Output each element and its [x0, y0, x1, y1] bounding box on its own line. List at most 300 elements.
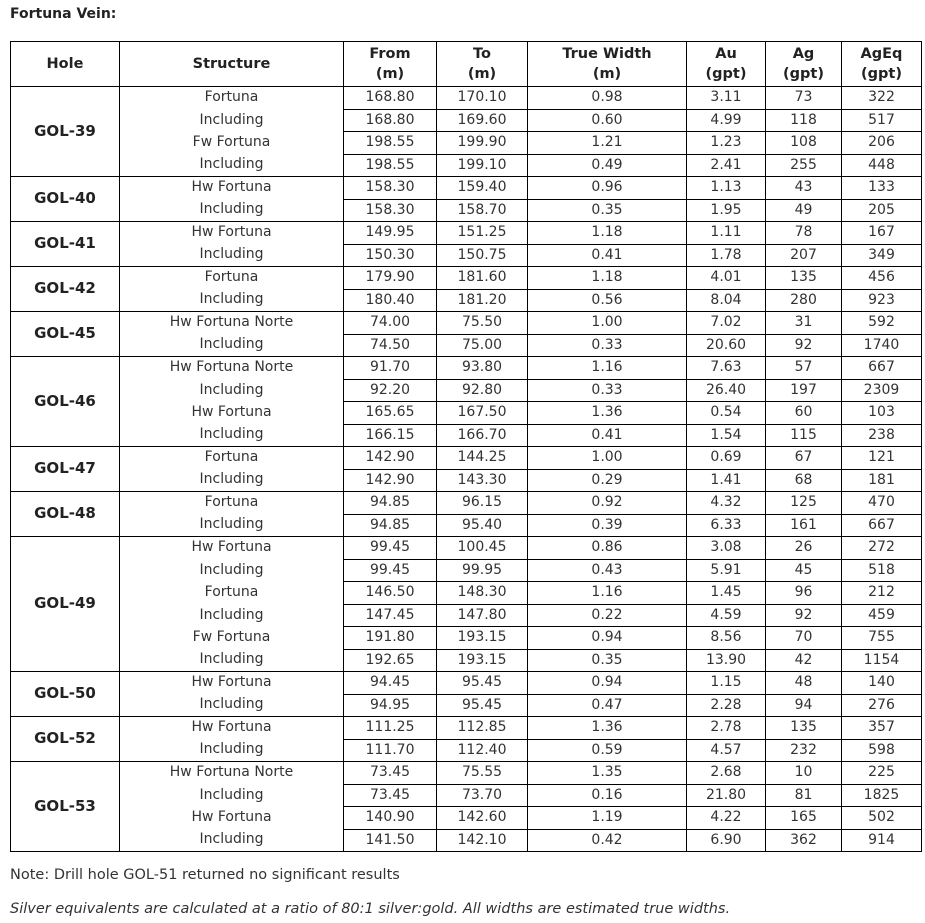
true-width-cell: 1.36: [528, 402, 687, 425]
to-cell: 166.70: [437, 424, 528, 447]
structure-cell: Hw Fortuna Norte: [120, 312, 344, 335]
ageq-cell: 205: [842, 199, 922, 222]
au-cell: 21.80: [687, 784, 766, 807]
table-row: [11, 222, 922, 245]
ageq-cell: 502: [842, 807, 922, 830]
footnote-text: Silver equivalents are calculated at a ratio of 80:1 silver:gold. All widths are estimated true widths.: [10, 901, 731, 917]
to-cell: 95.45: [437, 672, 528, 695]
column-header-unit: (gpt): [783, 66, 824, 82]
ag-cell: 49: [766, 199, 842, 222]
from-cell: 146.50: [344, 582, 437, 605]
structure-cell: Including: [120, 199, 344, 222]
ageq-cell: 225: [842, 762, 922, 785]
to-cell: 73.70: [437, 784, 528, 807]
table-row: [11, 154, 922, 177]
ag-cell: 45: [766, 559, 842, 582]
structure-cell: Hw Fortuna: [120, 177, 344, 200]
structure-cell: Including: [120, 334, 344, 357]
to-cell: 150.75: [437, 244, 528, 267]
ageq-cell: 598: [842, 739, 922, 762]
from-cell: 165.65: [344, 402, 437, 425]
column-header-true-width: [528, 42, 687, 87]
true-width-cell: 0.94: [528, 672, 687, 695]
ag-cell: 70: [766, 627, 842, 650]
ageq-cell: 667: [842, 357, 922, 380]
true-width-cell: 0.86: [528, 537, 687, 560]
structure-cell: Including: [120, 604, 344, 627]
ag-cell: 60: [766, 402, 842, 425]
true-width-cell: 0.33: [528, 334, 687, 357]
column-header-label: True Width: [562, 46, 652, 62]
column-header-unit: (m): [375, 66, 405, 82]
table-row: [11, 402, 922, 425]
true-width-cell: 0.39: [528, 514, 687, 537]
ag-cell: 108: [766, 132, 842, 155]
true-width-cell: 1.18: [528, 267, 687, 290]
ag-cell: 57: [766, 357, 842, 380]
structure-cell: Hw Fortuna Norte: [120, 762, 344, 785]
au-cell: 1.45: [687, 582, 766, 605]
table-row: [11, 199, 922, 222]
column-header-unit: (gpt): [705, 66, 747, 82]
structure-cell: Fortuna: [120, 267, 344, 290]
ag-cell: 118: [766, 109, 842, 132]
structure-cell: Including: [120, 379, 344, 402]
table-body: [11, 87, 922, 852]
ag-cell: 42: [766, 649, 842, 672]
column-header-label: To: [473, 46, 491, 62]
au-cell: 5.91: [687, 559, 766, 582]
from-cell: 99.45: [344, 559, 437, 582]
structure-cell: Including: [120, 514, 344, 537]
from-cell: 180.40: [344, 289, 437, 312]
true-width-cell: 0.92: [528, 492, 687, 515]
column-header-unit: (m): [467, 66, 497, 82]
table-row: [11, 132, 922, 155]
from-cell: 168.80: [344, 109, 437, 132]
ageq-cell: 518: [842, 559, 922, 582]
structure-cell: Hw Fortuna: [120, 807, 344, 830]
ageq-cell: 923: [842, 289, 922, 312]
from-cell: 94.85: [344, 514, 437, 537]
from-cell: 91.70: [344, 357, 437, 380]
hole-id-cell: GOL-52: [11, 717, 120, 762]
ag-cell: 43: [766, 177, 842, 200]
from-cell: 158.30: [344, 199, 437, 222]
to-cell: 95.45: [437, 694, 528, 717]
column-header-to: [437, 42, 528, 87]
to-cell: 170.10: [437, 87, 528, 110]
from-cell: 140.90: [344, 807, 437, 830]
from-cell: 142.90: [344, 469, 437, 492]
column-header-au: [687, 42, 766, 87]
from-cell: 149.95: [344, 222, 437, 245]
ageq-cell: 322: [842, 87, 922, 110]
ag-cell: 31: [766, 312, 842, 335]
true-width-cell: 1.16: [528, 582, 687, 605]
to-cell: 158.70: [437, 199, 528, 222]
au-cell: 4.57: [687, 739, 766, 762]
from-cell: 166.15: [344, 424, 437, 447]
from-cell: 158.30: [344, 177, 437, 200]
hole-id-cell: GOL-48: [11, 492, 120, 537]
structure-cell: Including: [120, 109, 344, 132]
from-cell: 74.50: [344, 334, 437, 357]
au-cell: 20.60: [687, 334, 766, 357]
true-width-cell: 0.94: [528, 627, 687, 650]
structure-cell: Hw Fortuna: [120, 402, 344, 425]
to-cell: 159.40: [437, 177, 528, 200]
from-cell: 147.45: [344, 604, 437, 627]
from-cell: 94.95: [344, 694, 437, 717]
ag-cell: 232: [766, 739, 842, 762]
to-cell: 199.90: [437, 132, 528, 155]
au-cell: 2.28: [687, 694, 766, 717]
hole-id-cell: GOL-47: [11, 447, 120, 492]
from-cell: 111.25: [344, 717, 437, 740]
structure-cell: Including: [120, 649, 344, 672]
ageq-cell: 276: [842, 694, 922, 717]
ageq-cell: 133: [842, 177, 922, 200]
au-cell: 1.78: [687, 244, 766, 267]
from-cell: 179.90: [344, 267, 437, 290]
ag-cell: 125: [766, 492, 842, 515]
table-row: [11, 424, 922, 447]
ag-cell: 68: [766, 469, 842, 492]
structure-cell: Including: [120, 559, 344, 582]
ageq-cell: 212: [842, 582, 922, 605]
ag-cell: 26: [766, 537, 842, 560]
table-row: [11, 334, 922, 357]
to-cell: 147.80: [437, 604, 528, 627]
ag-cell: 92: [766, 334, 842, 357]
ageq-cell: 456: [842, 267, 922, 290]
structure-cell: Fortuna: [120, 582, 344, 605]
ageq-cell: 121: [842, 447, 922, 470]
true-width-cell: 1.19: [528, 807, 687, 830]
to-cell: 75.55: [437, 762, 528, 785]
structure-cell: Fw Fortuna: [120, 627, 344, 650]
table-row: [11, 582, 922, 605]
to-cell: 167.50: [437, 402, 528, 425]
true-width-cell: 1.00: [528, 312, 687, 335]
ag-cell: 280: [766, 289, 842, 312]
to-cell: 144.25: [437, 447, 528, 470]
ageq-cell: 357: [842, 717, 922, 740]
to-cell: 112.40: [437, 739, 528, 762]
table-row: [11, 244, 922, 267]
to-cell: 112.85: [437, 717, 528, 740]
to-cell: 193.15: [437, 649, 528, 672]
from-cell: 94.45: [344, 672, 437, 695]
table-row: [11, 829, 922, 852]
table-row: [11, 672, 922, 695]
true-width-cell: 0.42: [528, 829, 687, 852]
ag-cell: 81: [766, 784, 842, 807]
to-cell: 151.25: [437, 222, 528, 245]
au-cell: 4.01: [687, 267, 766, 290]
table-row: [11, 627, 922, 650]
column-header-label: Structure: [192, 56, 271, 72]
ag-cell: 78: [766, 222, 842, 245]
structure-cell: Hw Fortuna: [120, 222, 344, 245]
au-cell: 2.41: [687, 154, 766, 177]
hole-id-cell: GOL-42: [11, 267, 120, 312]
ag-cell: 135: [766, 267, 842, 290]
hole-id-cell: GOL-41: [11, 222, 120, 267]
to-cell: 95.40: [437, 514, 528, 537]
true-width-cell: 0.41: [528, 244, 687, 267]
to-cell: 75.50: [437, 312, 528, 335]
table-row: [11, 784, 922, 807]
to-cell: 181.60: [437, 267, 528, 290]
ageq-cell: 238: [842, 424, 922, 447]
structure-cell: Fw Fortuna: [120, 132, 344, 155]
from-cell: 142.90: [344, 447, 437, 470]
structure-cell: Hw Fortuna: [120, 537, 344, 560]
structure-cell: Fortuna: [120, 87, 344, 110]
to-cell: 93.80: [437, 357, 528, 380]
table-row: [11, 267, 922, 290]
structure-cell: Hw Fortuna Norte: [120, 357, 344, 380]
to-cell: 96.15: [437, 492, 528, 515]
au-cell: 8.56: [687, 627, 766, 650]
true-width-cell: 0.60: [528, 109, 687, 132]
ageq-cell: 206: [842, 132, 922, 155]
true-width-cell: 0.56: [528, 289, 687, 312]
structure-cell: Including: [120, 424, 344, 447]
ag-cell: 73: [766, 87, 842, 110]
to-cell: 148.30: [437, 582, 528, 605]
true-width-cell: 0.59: [528, 739, 687, 762]
column-header-label: Au: [715, 46, 737, 62]
ageq-cell: 517: [842, 109, 922, 132]
au-cell: 7.02: [687, 312, 766, 335]
table-row: [11, 559, 922, 582]
true-width-cell: 0.29: [528, 469, 687, 492]
to-cell: 100.45: [437, 537, 528, 560]
ageq-cell: 667: [842, 514, 922, 537]
structure-cell: Hw Fortuna: [120, 717, 344, 740]
au-cell: 0.54: [687, 402, 766, 425]
to-cell: 169.60: [437, 109, 528, 132]
au-cell: 2.68: [687, 762, 766, 785]
drill-results-table: [10, 41, 922, 852]
table-row: [11, 177, 922, 200]
ag-cell: 67: [766, 447, 842, 470]
table-row: [11, 807, 922, 830]
true-width-cell: 0.35: [528, 199, 687, 222]
true-width-cell: 0.41: [528, 424, 687, 447]
true-width-cell: 0.33: [528, 379, 687, 402]
ageq-cell: 140: [842, 672, 922, 695]
structure-cell: Fortuna: [120, 492, 344, 515]
au-cell: 3.11: [687, 87, 766, 110]
column-header-ag: [766, 42, 842, 87]
from-cell: 99.45: [344, 537, 437, 560]
column-header-hole: [11, 42, 120, 87]
to-cell: 181.20: [437, 289, 528, 312]
ageq-cell: 272: [842, 537, 922, 560]
table-row: [11, 87, 922, 110]
au-cell: 4.59: [687, 604, 766, 627]
ageq-cell: 755: [842, 627, 922, 650]
true-width-cell: 1.35: [528, 762, 687, 785]
structure-cell: Including: [120, 289, 344, 312]
ag-cell: 165: [766, 807, 842, 830]
structure-cell: Hw Fortuna: [120, 672, 344, 695]
table-row: [11, 447, 922, 470]
table-row: [11, 694, 922, 717]
from-cell: 141.50: [344, 829, 437, 852]
ag-cell: 255: [766, 154, 842, 177]
true-width-cell: 1.18: [528, 222, 687, 245]
true-width-cell: 0.47: [528, 694, 687, 717]
ag-cell: 161: [766, 514, 842, 537]
from-cell: 92.20: [344, 379, 437, 402]
table-row: [11, 762, 922, 785]
column-header-label: Ag: [792, 46, 815, 62]
structure-cell: Including: [120, 694, 344, 717]
column-header-label: AgEq: [860, 46, 903, 62]
to-cell: 193.15: [437, 627, 528, 650]
structure-cell: Including: [120, 244, 344, 267]
au-cell: 2.78: [687, 717, 766, 740]
column-header-label: From: [369, 46, 411, 62]
column-header-unit: (gpt): [861, 66, 902, 82]
ag-cell: 115: [766, 424, 842, 447]
au-cell: 8.04: [687, 289, 766, 312]
au-cell: 1.54: [687, 424, 766, 447]
au-cell: 13.90: [687, 649, 766, 672]
from-cell: 150.30: [344, 244, 437, 267]
ageq-cell: 459: [842, 604, 922, 627]
true-width-cell: 0.43: [528, 559, 687, 582]
ageq-cell: 914: [842, 829, 922, 852]
from-cell: 73.45: [344, 784, 437, 807]
au-cell: 1.95: [687, 199, 766, 222]
structure-cell: Including: [120, 784, 344, 807]
au-cell: 1.23: [687, 132, 766, 155]
from-cell: 74.00: [344, 312, 437, 335]
au-cell: 3.08: [687, 537, 766, 560]
ageq-cell: 103: [842, 402, 922, 425]
table-row: [11, 739, 922, 762]
section-title: Fortuna Vein:: [10, 6, 117, 22]
hole-id-cell: GOL-45: [11, 312, 120, 357]
true-width-cell: 0.49: [528, 154, 687, 177]
hole-id-cell: GOL-50: [11, 672, 120, 717]
table-row: [11, 357, 922, 380]
ag-cell: 96: [766, 582, 842, 605]
ag-cell: 362: [766, 829, 842, 852]
structure-cell: Including: [120, 469, 344, 492]
au-cell: 1.13: [687, 177, 766, 200]
table-row: [11, 649, 922, 672]
ag-cell: 207: [766, 244, 842, 267]
from-cell: 94.85: [344, 492, 437, 515]
ageq-cell: 349: [842, 244, 922, 267]
table-row: [11, 289, 922, 312]
true-width-cell: 0.22: [528, 604, 687, 627]
structure-cell: Fortuna: [120, 447, 344, 470]
ag-cell: 197: [766, 379, 842, 402]
true-width-cell: 1.21: [528, 132, 687, 155]
column-header-ageq: [842, 42, 922, 87]
ageq-cell: 2309: [842, 379, 922, 402]
au-cell: 1.11: [687, 222, 766, 245]
true-width-cell: 1.00: [528, 447, 687, 470]
column-header-unit: (m): [592, 66, 622, 82]
note-text: Note: Drill hole GOL-51 returned no significant results: [10, 867, 400, 883]
ag-cell: 10: [766, 762, 842, 785]
true-width-cell: 0.98: [528, 87, 687, 110]
table-row: [11, 379, 922, 402]
ageq-cell: 470: [842, 492, 922, 515]
au-cell: 0.69: [687, 447, 766, 470]
true-width-cell: 0.16: [528, 784, 687, 807]
ageq-cell: 1740: [842, 334, 922, 357]
column-header-structure: [120, 42, 344, 87]
au-cell: 6.90: [687, 829, 766, 852]
hole-id-cell: GOL-40: [11, 177, 120, 222]
from-cell: 198.55: [344, 154, 437, 177]
table-row: [11, 109, 922, 132]
true-width-cell: 0.35: [528, 649, 687, 672]
to-cell: 92.80: [437, 379, 528, 402]
true-width-cell: 1.36: [528, 717, 687, 740]
au-cell: 1.41: [687, 469, 766, 492]
table-row: [11, 469, 922, 492]
ag-cell: 94: [766, 694, 842, 717]
table-row: [11, 514, 922, 537]
au-cell: 6.33: [687, 514, 766, 537]
to-cell: 99.95: [437, 559, 528, 582]
au-cell: 7.63: [687, 357, 766, 380]
table-row: [11, 604, 922, 627]
ageq-cell: 167: [842, 222, 922, 245]
to-cell: 75.00: [437, 334, 528, 357]
au-cell: 4.99: [687, 109, 766, 132]
hole-id-cell: GOL-49: [11, 537, 120, 672]
table-row: [11, 717, 922, 740]
from-cell: 191.80: [344, 627, 437, 650]
au-cell: 1.15: [687, 672, 766, 695]
ag-cell: 92: [766, 604, 842, 627]
column-header-label: Hole: [46, 56, 84, 72]
from-cell: 168.80: [344, 87, 437, 110]
hole-id-cell: GOL-46: [11, 357, 120, 447]
true-width-cell: 1.16: [528, 357, 687, 380]
ageq-cell: 1825: [842, 784, 922, 807]
column-header-from: [344, 42, 437, 87]
au-cell: 4.22: [687, 807, 766, 830]
true-width-cell: 0.96: [528, 177, 687, 200]
ageq-cell: 592: [842, 312, 922, 335]
to-cell: 142.10: [437, 829, 528, 852]
hole-id-cell: GOL-39: [11, 87, 120, 177]
to-cell: 143.30: [437, 469, 528, 492]
table-row: [11, 537, 922, 560]
table-row: [11, 312, 922, 335]
header-row: [11, 42, 922, 87]
ag-cell: 135: [766, 717, 842, 740]
ageq-cell: 181: [842, 469, 922, 492]
ageq-cell: 1154: [842, 649, 922, 672]
table-row: [11, 492, 922, 515]
structure-cell: Including: [120, 829, 344, 852]
from-cell: 73.45: [344, 762, 437, 785]
